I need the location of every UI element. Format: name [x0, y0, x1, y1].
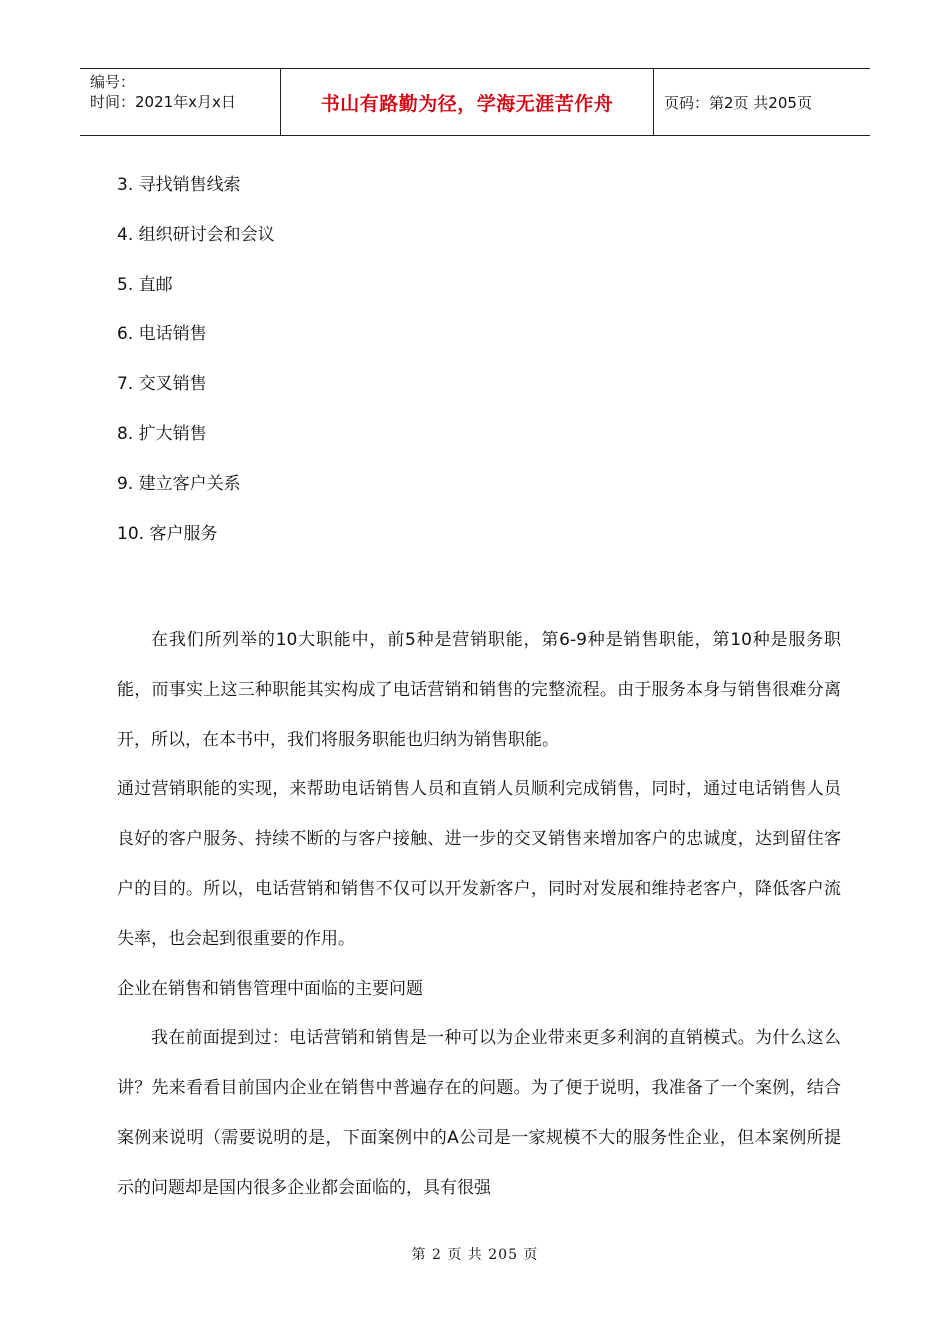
list-item: 9. 建立客户关系: [117, 473, 241, 494]
list-item: 4. 组织研讨会和会议: [117, 224, 275, 245]
list-item: 7. 交叉销售: [117, 374, 207, 395]
page-info: 页码：第2页 共205页: [664, 93, 812, 112]
list-item: 5. 直邮: [117, 274, 173, 295]
section-heading: 企业在销售和销售管理中面临的主要问题: [117, 978, 423, 999]
paragraph: 我在前面提到过：电话营销和销售是一种可以为企业带来更多利润的直销模式。为什么这么讲？先来看看目前国内企业在销售中普遍存在的问题。为了便于说明，我准备了一个案例，结合案例来说明（需要说明的是，下面案例中的A公司是一家规模不大的服务性企业，但本案例所提示的问题却是国内很多企业都会面临的，具有很强: [117, 1028, 841, 1198]
list-item: 3. 寻找销售线索: [117, 175, 241, 195]
paragraph: 在我们所列举的10大职能中，前5种是营销职能，第6-9种是销售职能，第10种是服务职能，而事实上这三种职能其实构成了电话营销和销售的完整流程。由于服务本身与销售很难分离开，所以，在本书中，我们将服务职能也归纳为销售职能。: [117, 630, 841, 750]
serial-label: 编号：: [90, 73, 136, 91]
header-motto-cell: [281, 69, 654, 135]
motto: 书山有路勤为径，学海无涯苦作舟: [320, 92, 614, 115]
list-item: 10. 客户服务: [117, 523, 218, 544]
function-list: [117, 170, 275, 568]
paragraph: 通过营销职能的实现，来帮助电话销售人员和直销人员顺利完成销售，同时，通过电话销售人员良好的客户服务、持续不断的与客户接触、进一步的交叉销售来增加客户的忠诚度，达到留住客户的目的。所以，电话营销和销售不仅可以开发新客户，同时对发展和维持老客户，降低客户流失率，也会起到很重要的作用。: [117, 779, 841, 949]
date-label: 时间：2021年x月x日: [90, 93, 236, 111]
list-item: 6. 电话销售: [117, 324, 207, 345]
document-body: [117, 616, 841, 1214]
page-header: [80, 68, 870, 136]
header-page-info-cell: [654, 69, 870, 135]
list-item: 8. 扩大销售: [117, 423, 207, 444]
header-meta: [80, 69, 281, 135]
page-footer: 第 2 页 共 205 页: [411, 1247, 539, 1263]
